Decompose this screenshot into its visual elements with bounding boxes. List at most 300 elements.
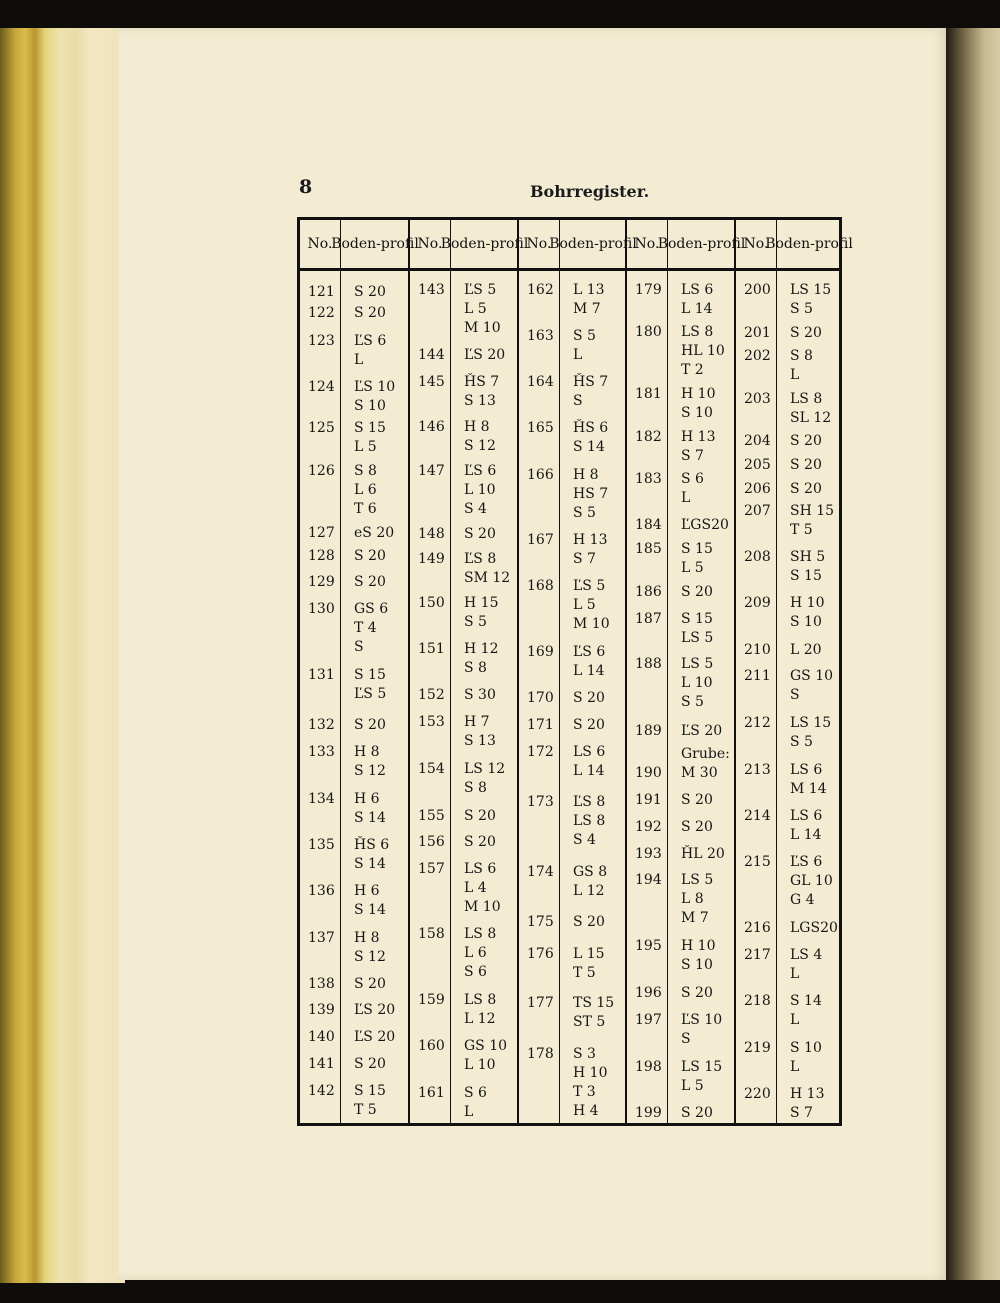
borehole-number: 178	[527, 1046, 554, 1062]
borehole-number: 180	[635, 324, 662, 340]
borehole-number: 196	[635, 985, 662, 1001]
soil-profile-layer: ĽS 8	[573, 794, 606, 810]
column-group-rule	[734, 220, 736, 1123]
column-group-rule	[517, 220, 519, 1123]
soil-profile-layer: L 15	[573, 946, 605, 962]
soil-profile-layer: L 6	[354, 482, 377, 498]
soil-profile-layer: LS 8	[790, 391, 823, 407]
borehole-number: 155	[418, 808, 445, 824]
soil-profile-layer: H 6	[354, 883, 380, 899]
soil-profile-layer: SH 5	[790, 549, 826, 565]
soil-profile-layer: S 20	[354, 976, 386, 992]
borehole-number: 124	[308, 379, 335, 395]
no-column-rule	[340, 220, 341, 1123]
borehole-number: 175	[527, 914, 554, 930]
soil-profile-layer: S 14	[790, 993, 822, 1009]
soil-profile-layer: LS 6	[790, 762, 823, 778]
soil-profile-layer: ST 5	[573, 1014, 606, 1030]
borehole-number: 121	[308, 284, 335, 300]
borehole-number: 174	[527, 864, 554, 880]
borehole-number: 170	[527, 690, 554, 706]
soil-profile-layer: LS 12	[464, 761, 506, 777]
borehole-number: 160	[418, 1038, 445, 1054]
soil-profile-layer: S 8	[464, 780, 487, 796]
borehole-number: 133	[308, 744, 335, 760]
soil-profile-layer: S 10	[790, 614, 822, 630]
soil-profile-layer: L	[790, 1012, 800, 1028]
soil-profile-layer: H 8	[354, 744, 380, 760]
soil-profile-layer: LS 8	[681, 324, 714, 340]
borehole-number: 171	[527, 717, 554, 733]
borehole-number: 216	[744, 920, 771, 936]
borehole-number: 143	[418, 282, 445, 298]
soil-profile-layer: S 20	[681, 584, 713, 600]
soil-profile-layer: Grube:	[681, 746, 730, 762]
soil-profile-layer: LS 5	[681, 656, 714, 672]
soil-profile-layer: H 4	[573, 1103, 599, 1119]
borehole-number: 164	[527, 374, 554, 390]
soil-profile-layer: ȞS 7	[573, 374, 609, 390]
header-bodenprofil: Boden- profil	[549, 235, 637, 252]
soil-profile-layer: H 7	[464, 714, 490, 730]
soil-profile-layer: L	[464, 1104, 474, 1120]
header-no: No.	[526, 235, 552, 252]
borehole-number: 214	[744, 808, 771, 824]
borehole-number: 177	[527, 995, 554, 1011]
soil-profile-layer: LS 4	[790, 947, 823, 963]
soil-profile-layer: ĽS 20	[354, 1002, 396, 1018]
soil-profile-layer: S 20	[464, 834, 496, 850]
soil-profile-layer: S 10	[354, 398, 386, 414]
facing-page-edge	[946, 28, 1000, 1280]
soil-profile-layer: S 5	[790, 734, 813, 750]
soil-profile-layer: ĽS 10	[681, 1012, 723, 1028]
borehole-number: 128	[308, 548, 335, 564]
soil-profile-layer: T 5	[354, 1102, 377, 1118]
borehole-number: 183	[635, 471, 662, 487]
borehole-number: 209	[744, 595, 771, 611]
soil-profile-layer: ĽS 6	[573, 644, 606, 660]
soil-profile-layer: ȞL 20	[681, 846, 725, 862]
soil-profile-layer: LGS20	[790, 920, 838, 936]
borehole-number: 130	[308, 601, 335, 617]
soil-profile-layer: S 20	[354, 717, 386, 733]
borehole-number: 211	[744, 668, 771, 684]
running-head: Bohrregister.	[530, 182, 650, 201]
soil-profile-layer: S 8	[464, 660, 487, 676]
borehole-number: 195	[635, 938, 662, 954]
borehole-number: 139	[308, 1002, 335, 1018]
soil-profile-layer: T 3	[573, 1084, 596, 1100]
soil-profile-layer: T 5	[573, 965, 596, 981]
book-page-edges	[0, 28, 125, 1283]
soil-profile-layer: M 7	[681, 910, 709, 926]
soil-profile-layer: T 2	[681, 362, 704, 378]
soil-profile-layer: S 15	[790, 568, 822, 584]
soil-profile-layer: L 5	[354, 439, 377, 455]
no-column-rule	[450, 220, 451, 1123]
borehole-number: 152	[418, 687, 445, 703]
borehole-number: 168	[527, 578, 554, 594]
soil-profile-layer: T 6	[354, 501, 377, 517]
soil-profile-layer: S 10	[790, 1040, 822, 1056]
soil-profile-layer: L 5	[681, 560, 704, 576]
soil-profile-layer: H 15	[464, 595, 499, 611]
borehole-number: 157	[418, 861, 445, 877]
soil-profile-layer: S 20	[354, 1056, 386, 1072]
soil-profile-layer: L 5	[464, 301, 487, 317]
soil-profile-layer: SM 12	[464, 570, 511, 586]
soil-profile-layer: H 10	[573, 1065, 608, 1081]
soil-profile-layer: LS 5	[681, 630, 714, 646]
soil-profile-layer: S	[790, 687, 800, 703]
borehole-number: 148	[418, 526, 445, 542]
soil-profile-layer: S 4	[464, 501, 487, 517]
soil-profile-layer: ĽS 6	[464, 463, 497, 479]
borehole-number: 151	[418, 641, 445, 657]
soil-profile-layer: T 4	[354, 620, 377, 636]
borehole-number: 158	[418, 926, 445, 942]
soil-profile-layer: S 20	[790, 481, 822, 497]
soil-profile-layer: M 7	[573, 301, 601, 317]
soil-profile-layer: S 20	[354, 305, 386, 321]
borehole-number: 204	[744, 433, 771, 449]
borehole-number: 198	[635, 1059, 662, 1075]
soil-profile-layer: eS 20	[354, 525, 395, 541]
soil-profile-layer: H 10	[790, 595, 825, 611]
soil-profile-layer: S 15	[354, 667, 386, 683]
soil-profile-layer: S 12	[354, 763, 386, 779]
soil-profile-layer: LS 6	[790, 808, 823, 824]
soil-profile-layer: GL 10	[790, 873, 833, 889]
soil-profile-layer: GS 6	[354, 601, 389, 617]
soil-profile-layer: S 20	[354, 574, 386, 590]
soil-profile-layer: S 13	[464, 393, 496, 409]
soil-profile-layer: LS 15	[790, 282, 832, 298]
soil-profile-layer: LS 6	[464, 861, 497, 877]
soil-profile-layer: S 14	[354, 902, 386, 918]
soil-profile-layer: HS 7	[573, 486, 609, 502]
soil-profile-layer: L 14	[681, 301, 713, 317]
borehole-number: 122	[308, 305, 335, 321]
borehole-number: 188	[635, 656, 662, 672]
borehole-number: 189	[635, 723, 662, 739]
soil-profile-layer: L 10	[464, 1057, 496, 1073]
soil-profile-layer: ĽS 20	[354, 1029, 396, 1045]
borehole-number: 136	[308, 883, 335, 899]
borehole-number: 185	[635, 541, 662, 557]
soil-profile-layer: S 20	[354, 284, 386, 300]
soil-profile-layer: S 5	[464, 614, 487, 630]
borehole-number: 203	[744, 391, 771, 407]
soil-profile-layer: LS 5	[681, 872, 714, 888]
borehole-number: 192	[635, 819, 662, 835]
soil-profile-layer: L 14	[790, 827, 822, 843]
soil-profile-layer: S 14	[573, 439, 605, 455]
soil-profile-layer: L 5	[573, 597, 596, 613]
borehole-number: 161	[418, 1085, 445, 1101]
borehole-number: 125	[308, 420, 335, 436]
soil-profile-layer: ĽS 5	[354, 686, 387, 702]
borehole-number: 173	[527, 794, 554, 810]
page-number: 8	[299, 176, 313, 198]
soil-profile-layer: S 20	[681, 819, 713, 835]
header-no: No.	[743, 235, 769, 252]
borehole-number: 210	[744, 642, 771, 658]
no-column-rule	[667, 220, 668, 1123]
soil-profile-layer: H 8	[464, 419, 490, 435]
borehole-number: 186	[635, 584, 662, 600]
soil-profile-layer: S 7	[681, 448, 704, 464]
borehole-number: 194	[635, 872, 662, 888]
soil-profile-layer: ĽGS20	[681, 517, 729, 533]
borehole-number: 218	[744, 993, 771, 1009]
no-column-rule	[559, 220, 560, 1123]
soil-profile-layer: SH 15	[790, 503, 835, 519]
soil-profile-layer: H 10	[681, 938, 716, 954]
soil-profile-layer: S 5	[681, 694, 704, 710]
borehole-number: 208	[744, 549, 771, 565]
borehole-number: 166	[527, 467, 554, 483]
soil-profile-layer: L	[681, 490, 691, 506]
borehole-number: 169	[527, 644, 554, 660]
soil-profile-layer: SL 12	[790, 410, 832, 426]
soil-profile-layer: GS 8	[573, 864, 608, 880]
borehole-number: 190	[635, 765, 662, 781]
soil-profile-layer: H 6	[354, 791, 380, 807]
soil-profile-layer: H 8	[354, 930, 380, 946]
borehole-number: 140	[308, 1029, 335, 1045]
soil-profile-layer: L 20	[790, 642, 822, 658]
header-bodenprofil: Boden- profil	[331, 235, 419, 252]
borehole-number: 219	[744, 1040, 771, 1056]
soil-profile-layer: S 20	[681, 1105, 713, 1121]
borehole-number: 179	[635, 282, 662, 298]
soil-profile-layer: S 10	[681, 405, 713, 421]
borehole-number: 197	[635, 1012, 662, 1028]
no-column-rule	[776, 220, 777, 1123]
soil-profile-layer: LS 8	[573, 813, 606, 829]
soil-profile-layer: ĽS 5	[573, 578, 606, 594]
soil-profile-layer: S 3	[573, 1046, 596, 1062]
soil-profile-layer: M 10	[464, 899, 501, 915]
soil-profile-layer: S 7	[790, 1105, 813, 1121]
soil-profile-layer: G 4	[790, 892, 815, 908]
soil-profile-layer: S 14	[354, 810, 386, 826]
soil-profile-layer: LS 6	[681, 282, 714, 298]
soil-profile-layer: S 30	[464, 687, 496, 703]
soil-profile-layer: S 20	[681, 985, 713, 1001]
soil-profile-layer: L 4	[464, 880, 487, 896]
soil-profile-layer: L	[790, 966, 800, 982]
soil-profile-layer: S 5	[790, 301, 813, 317]
soil-profile-layer: S 10	[681, 957, 713, 973]
borehole-number: 165	[527, 420, 554, 436]
soil-profile-layer: TS 15	[573, 995, 615, 1011]
borehole-number: 154	[418, 761, 445, 777]
borehole-number: 147	[418, 463, 445, 479]
soil-profile-layer: H 8	[573, 467, 599, 483]
borehole-number: 167	[527, 532, 554, 548]
soil-profile-layer: S 20	[790, 433, 822, 449]
soil-profile-layer: S 15	[354, 420, 386, 436]
soil-profile-layer: L 5	[681, 1078, 704, 1094]
soil-profile-layer: S 20	[573, 690, 605, 706]
borehole-number: 193	[635, 846, 662, 862]
soil-profile-layer: S 20	[464, 526, 496, 542]
borehole-number: 163	[527, 328, 554, 344]
soil-profile-layer: ĽS 6	[790, 854, 823, 870]
header-no: No.	[307, 235, 333, 252]
soil-profile-layer: S 20	[573, 914, 605, 930]
soil-profile-layer: ĽS 5	[464, 282, 497, 298]
soil-profile-layer: H 13	[681, 429, 716, 445]
header-bodenprofil: Boden- profil	[440, 235, 529, 252]
borehole-number: 220	[744, 1086, 771, 1102]
soil-profile-layer: L 10	[464, 482, 496, 498]
borehole-number: 149	[418, 551, 445, 567]
soil-profile-layer: H 10	[681, 386, 716, 402]
soil-profile-layer: ȞS 6	[573, 420, 609, 436]
soil-profile-layer: L	[790, 367, 800, 383]
borehole-number: 142	[308, 1083, 335, 1099]
soil-profile-layer: L 6	[464, 945, 487, 961]
header-no: No.	[634, 235, 660, 252]
soil-profile-layer: GS 10	[464, 1038, 508, 1054]
soil-profile-layer: L 14	[573, 663, 605, 679]
borehole-number: 141	[308, 1056, 335, 1072]
soil-profile-layer: L 8	[681, 891, 704, 907]
soil-profile-layer: L 12	[464, 1011, 496, 1027]
header-no: No.	[417, 235, 443, 252]
soil-profile-layer: HL 10	[681, 343, 725, 359]
column-group-rule	[408, 220, 410, 1123]
soil-profile-layer: S	[681, 1031, 691, 1047]
soil-profile-layer: ȞS 6	[354, 837, 390, 853]
borehole-number: 126	[308, 463, 335, 479]
soil-profile-layer: S 15	[681, 541, 713, 557]
soil-profile-layer: H 12	[464, 641, 499, 657]
borehole-number: 145	[418, 374, 445, 390]
soil-profile-layer: S 12	[354, 949, 386, 965]
soil-profile-layer: L	[790, 1059, 800, 1075]
borehole-number: 187	[635, 611, 662, 627]
soil-profile-layer: S 5	[573, 505, 596, 521]
borehole-number: 200	[744, 282, 771, 298]
borehole-number: 131	[308, 667, 335, 683]
soil-profile-layer: S 5	[573, 328, 596, 344]
borehole-number: 212	[744, 715, 771, 731]
soil-profile-layer: L 10	[681, 675, 713, 691]
borehole-number: 176	[527, 946, 554, 962]
soil-profile-layer: S 4	[573, 832, 596, 848]
soil-profile-layer: S 20	[790, 325, 822, 341]
soil-profile-layer: H 13	[573, 532, 608, 548]
borehole-number: 184	[635, 517, 662, 533]
soil-profile-layer: ȞS 7	[464, 374, 500, 390]
borehole-number: 206	[744, 481, 771, 497]
soil-profile-layer: M 14	[790, 781, 827, 797]
borehole-number: 137	[308, 930, 335, 946]
borehole-number: 202	[744, 348, 771, 364]
borehole-number: 146	[418, 419, 445, 435]
borehole-number: 172	[527, 744, 554, 760]
soil-profile-layer: S 13	[464, 733, 496, 749]
soil-profile-layer: LS 8	[464, 992, 497, 1008]
borehole-number: 181	[635, 386, 662, 402]
soil-profile-layer: L 12	[573, 883, 605, 899]
soil-profile-layer: LS 8	[464, 926, 497, 942]
soil-profile-layer: ĽS 20	[464, 347, 506, 363]
soil-profile-layer: LS 15	[790, 715, 832, 731]
borehole-number: 135	[308, 837, 335, 853]
soil-profile-layer: GS 10	[790, 668, 834, 684]
soil-profile-layer: M 10	[573, 616, 610, 632]
borehole-number: 159	[418, 992, 445, 1008]
borehole-number: 199	[635, 1105, 662, 1121]
soil-profile-layer: ĽS 8	[464, 551, 497, 567]
header-rule	[300, 268, 839, 271]
borehole-number: 162	[527, 282, 554, 298]
column-group-rule	[625, 220, 627, 1123]
soil-profile-layer: ĽS 6	[354, 333, 387, 349]
soil-profile-layer: S 6	[681, 471, 704, 487]
soil-profile-layer: L	[573, 347, 583, 363]
borehole-number: 123	[308, 333, 335, 349]
soil-profile-layer: S 20	[790, 457, 822, 473]
borehole-number: 205	[744, 457, 771, 473]
soil-profile-layer: S 20	[354, 548, 386, 564]
soil-profile-layer: S 7	[573, 551, 596, 567]
soil-profile-layer: LS 6	[573, 744, 606, 760]
soil-profile-layer: S 6	[464, 1085, 487, 1101]
borehole-number: 138	[308, 976, 335, 992]
soil-profile-layer: M 30	[681, 765, 718, 781]
borehole-number: 182	[635, 429, 662, 445]
borehole-number: 144	[418, 347, 445, 363]
borehole-number: 201	[744, 325, 771, 341]
soil-register-table	[297, 217, 853, 1126]
soil-profile-layer: L 13	[573, 282, 605, 298]
soil-profile-layer: L 14	[573, 763, 605, 779]
borehole-number: 215	[744, 854, 771, 870]
soil-profile-layer: S 12	[464, 438, 496, 454]
soil-profile-layer: M 10	[464, 320, 501, 336]
soil-profile-layer: S 15	[354, 1083, 386, 1099]
soil-profile-layer: S	[573, 393, 583, 409]
soil-profile-layer: S 20	[681, 792, 713, 808]
soil-profile-layer: S 15	[681, 611, 713, 627]
borehole-number: 207	[744, 503, 771, 519]
soil-profile-layer: S 14	[354, 856, 386, 872]
soil-profile-layer: T 5	[790, 522, 813, 538]
header-bodenprofil: Boden- profil	[657, 235, 746, 252]
borehole-number: 134	[308, 791, 335, 807]
soil-profile-layer: S 8	[354, 463, 377, 479]
borehole-number: 127	[308, 525, 335, 541]
soil-profile-layer: S 8	[790, 348, 813, 364]
soil-profile-layer: S 20	[464, 808, 496, 824]
header-bodenprofil: Boden- profil	[765, 235, 853, 252]
soil-profile-layer: ĽS 10	[354, 379, 396, 395]
soil-profile-layer: S	[354, 639, 364, 655]
borehole-number: 153	[418, 714, 445, 730]
borehole-number: 191	[635, 792, 662, 808]
soil-profile-layer: ĽS 20	[681, 723, 723, 739]
soil-profile-layer: H 13	[790, 1086, 825, 1102]
soil-profile-layer: S 20	[573, 717, 605, 733]
borehole-number: 213	[744, 762, 771, 778]
